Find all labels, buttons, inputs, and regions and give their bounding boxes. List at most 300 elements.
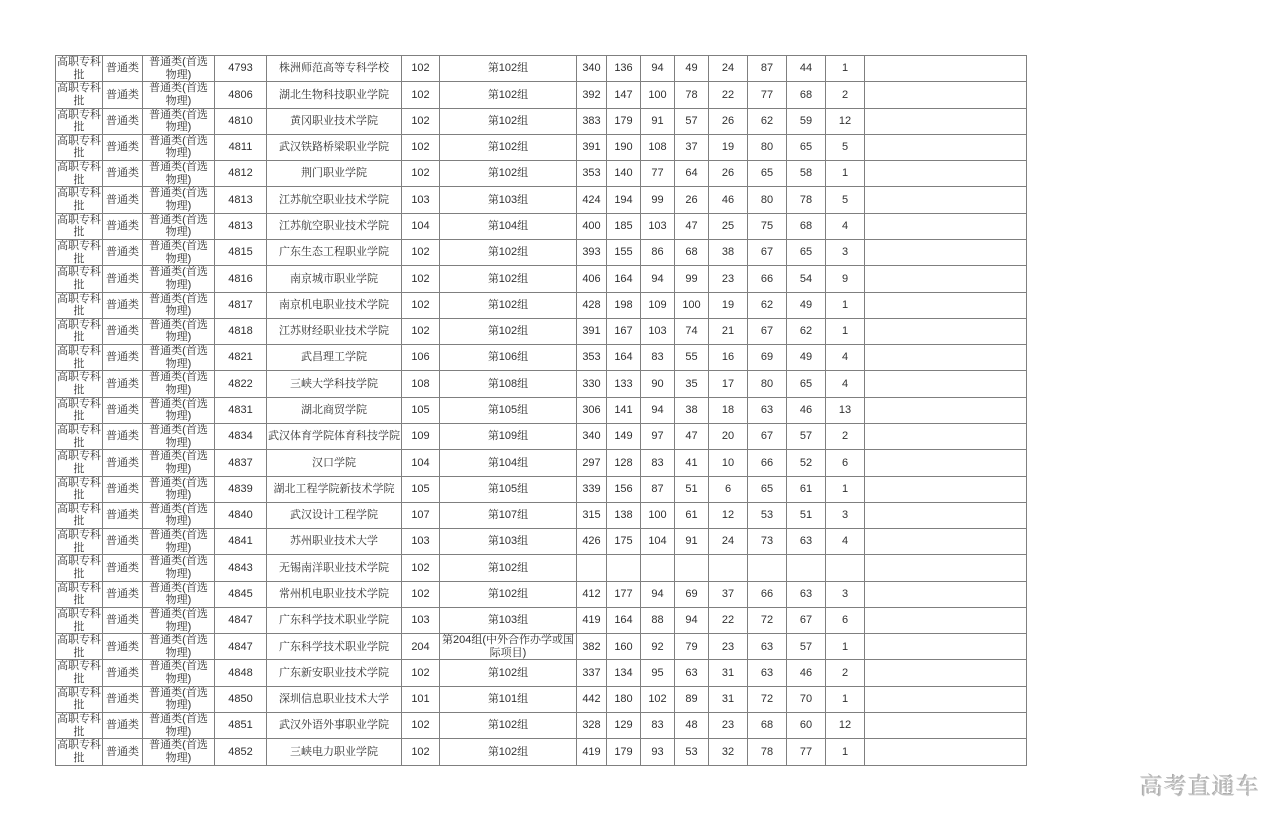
- cell-batch: 高职专科批: [57, 56, 101, 81]
- cell-value-5: 23: [709, 713, 748, 739]
- cell-value-1: 424: [577, 187, 607, 213]
- cell-value-2: 179: [607, 739, 641, 765]
- cell-value-8: 1: [826, 292, 865, 318]
- cell-blank: [865, 371, 1027, 397]
- cell-category: 普通类: [103, 318, 143, 344]
- cell-value-7: 68: [787, 82, 826, 108]
- cell-value-5: 22: [709, 82, 748, 108]
- cell-batch: 高职专科批: [57, 529, 101, 554]
- cell-batch: 高职专科批: [57, 397, 101, 423]
- cell-school: 黄冈职业技术学院: [267, 108, 402, 134]
- cell-value-2: 164: [607, 345, 641, 371]
- cell-school: 广东新安职业技术学院: [267, 660, 402, 686]
- table-row: [56, 660, 1027, 686]
- cell-batch: 高职专科批: [57, 292, 101, 318]
- cell-category: 普通类: [103, 292, 143, 318]
- cell-batch: 高职专科批: [57, 634, 101, 659]
- cell-batch: 高职专科批: [57, 713, 101, 738]
- cell-value-5: 24: [709, 529, 748, 555]
- cell-value-7: 70: [787, 686, 826, 712]
- table-row: [56, 187, 1027, 213]
- cell-value-7: 58: [787, 161, 826, 187]
- cell-value-7: 60: [787, 713, 826, 739]
- cell-value-8: 4: [826, 345, 865, 371]
- cell-value-6: 53: [748, 502, 787, 528]
- cell-code: 4813: [215, 187, 267, 213]
- cell-group-number: 102: [402, 266, 440, 292]
- cell-value-1: 391: [577, 318, 607, 344]
- cell-group-number: 102: [402, 318, 440, 344]
- cell-value-1: 330: [577, 371, 607, 397]
- cell-group-name: 第102组: [440, 56, 577, 82]
- admission-results-table: [55, 55, 1027, 766]
- cell-blank: [865, 450, 1027, 476]
- cell-value-2: 133: [607, 371, 641, 397]
- cell-blank: [865, 581, 1027, 607]
- cell-code: 4848: [215, 660, 267, 686]
- watermark-gaokao-express: 高考直通车: [1140, 773, 1260, 799]
- cell-value-4: 49: [675, 56, 709, 82]
- cell-code: 4847: [215, 607, 267, 633]
- cell-group-number: 109: [402, 423, 440, 449]
- cell-value-8: 6: [826, 450, 865, 476]
- cell-code: 4837: [215, 450, 267, 476]
- table-row: [56, 502, 1027, 528]
- cell-code: 4806: [215, 82, 267, 108]
- cell-category: 普通类: [103, 213, 143, 239]
- cell-value-2: 138: [607, 502, 641, 528]
- cell-group-name: 第104组: [440, 450, 577, 476]
- cell-value-5: [709, 555, 748, 581]
- cell-batch: 高职专科批: [57, 213, 101, 239]
- cell-value-3: 88: [641, 607, 675, 633]
- cell-group-number: 102: [402, 108, 440, 134]
- cell-value-3: 103: [641, 213, 675, 239]
- cell-school: 武汉设计工程学院: [267, 502, 402, 528]
- cell-blank: [865, 476, 1027, 502]
- cell-value-3: 99: [641, 187, 675, 213]
- cell-value-4: 63: [675, 660, 709, 686]
- cell-subcategory: 普通类(首选物理): [143, 529, 215, 555]
- cell-batch: 高职专科批: [57, 581, 101, 607]
- cell-subcategory: 普通类(首选物理): [143, 318, 215, 344]
- cell-value-7: 63: [787, 529, 826, 555]
- cell-subcategory: 普通类(首选物理): [143, 345, 215, 371]
- cell-value-3: 103: [641, 318, 675, 344]
- cell-value-3: 91: [641, 108, 675, 134]
- table-row: [56, 56, 1027, 82]
- cell-category: 普通类: [103, 161, 143, 187]
- cell-school: 湖北生物科技职业学院: [267, 82, 402, 108]
- cell-subcategory: 普通类(首选物理): [143, 213, 215, 239]
- cell-value-7: 57: [787, 423, 826, 449]
- cell-batch: 高职专科批: [57, 371, 101, 397]
- cell-blank: [865, 502, 1027, 528]
- cell-code: 4840: [215, 502, 267, 528]
- cell-batch: 高职专科批: [57, 423, 101, 449]
- cell-value-8: 2: [826, 660, 865, 686]
- cell-value-1: 442: [577, 686, 607, 712]
- cell-value-1: 353: [577, 345, 607, 371]
- cell-value-2: 128: [607, 450, 641, 476]
- cell-value-5: 19: [709, 292, 748, 318]
- cell-value-6: 66: [748, 450, 787, 476]
- cell-group-number: 103: [402, 187, 440, 213]
- cell-school: 株洲师范高等专科学校: [267, 56, 402, 82]
- cell-blank: [865, 345, 1027, 371]
- table-row: [56, 292, 1027, 318]
- cell-blank: [865, 397, 1027, 423]
- cell-code: 4815: [215, 239, 267, 265]
- cell-batch: 高职专科批: [57, 108, 101, 134]
- cell-value-5: 38: [709, 239, 748, 265]
- cell-group-number: 107: [402, 502, 440, 528]
- cell-value-8: 2: [826, 82, 865, 108]
- cell-value-1: 393: [577, 239, 607, 265]
- cell-value-3: 94: [641, 56, 675, 82]
- cell-subcategory: 普通类(首选物理): [143, 371, 215, 397]
- cell-category: 普通类: [103, 187, 143, 213]
- cell-value-4: 47: [675, 423, 709, 449]
- cell-value-1: 426: [577, 529, 607, 555]
- cell-subcategory: 普通类(首选物理): [143, 187, 215, 213]
- cell-category: 普通类: [103, 634, 143, 660]
- cell-value-3: 100: [641, 502, 675, 528]
- cell-value-4: 26: [675, 187, 709, 213]
- table-row: [56, 318, 1027, 344]
- cell-value-2: 129: [607, 713, 641, 739]
- cell-blank: [865, 318, 1027, 344]
- cell-value-8: 4: [826, 213, 865, 239]
- cell-subcategory: 普通类(首选物理): [143, 56, 215, 82]
- cell-batch: 高职专科批: [57, 161, 101, 186]
- cell-group-name: 第102组: [440, 266, 577, 292]
- cell-value-7: 65: [787, 239, 826, 265]
- cell-group-name: 第104组: [440, 213, 577, 239]
- cell-value-2: 164: [607, 607, 641, 633]
- cell-value-2: 149: [607, 423, 641, 449]
- cell-category: 普通类: [103, 581, 143, 607]
- cell-value-6: 80: [748, 187, 787, 213]
- cell-value-5: 19: [709, 134, 748, 160]
- cell-blank: [865, 134, 1027, 160]
- cell-value-5: 21: [709, 318, 748, 344]
- cell-batch: 高职专科批: [57, 134, 101, 160]
- cell-value-7: 65: [787, 371, 826, 397]
- cell-value-5: 18: [709, 397, 748, 423]
- cell-value-6: 62: [748, 108, 787, 134]
- cell-subcategory: 普通类(首选物理): [143, 108, 215, 134]
- cell-value-4: 47: [675, 213, 709, 239]
- cell-group-name: 第107组: [440, 502, 577, 528]
- cell-value-6: 78: [748, 739, 787, 765]
- cell-school: 武汉铁路桥梁职业学院: [267, 134, 402, 160]
- cell-code: 4818: [215, 318, 267, 344]
- cell-value-3: 83: [641, 345, 675, 371]
- cell-value-8: 9: [826, 266, 865, 292]
- cell-value-5: 20: [709, 423, 748, 449]
- cell-value-4: 74: [675, 318, 709, 344]
- table-row: [56, 266, 1027, 292]
- cell-value-5: 23: [709, 634, 748, 660]
- cell-value-2: 194: [607, 187, 641, 213]
- cell-value-5: 16: [709, 345, 748, 371]
- cell-group-number: 102: [402, 660, 440, 686]
- cell-blank: [865, 213, 1027, 239]
- cell-code: 4811: [215, 134, 267, 160]
- cell-code: 4817: [215, 292, 267, 318]
- cell-value-4: 100: [675, 292, 709, 318]
- cell-subcategory: 普通类(首选物理): [143, 397, 215, 423]
- cell-value-4: 35: [675, 371, 709, 397]
- cell-group-number: 108: [402, 371, 440, 397]
- cell-code: 4834: [215, 423, 267, 449]
- table-row: [56, 607, 1027, 633]
- cell-category: 普通类: [103, 371, 143, 397]
- cell-batch: 高职专科批: [57, 476, 101, 502]
- cell-group-name: 第102组: [440, 239, 577, 265]
- cell-value-4: 48: [675, 713, 709, 739]
- cell-value-1: 328: [577, 713, 607, 739]
- cell-code: 4813: [215, 213, 267, 239]
- cell-value-6: 72: [748, 686, 787, 712]
- cell-value-3: 92: [641, 634, 675, 660]
- cell-value-5: 31: [709, 686, 748, 712]
- cell-value-6: 67: [748, 423, 787, 449]
- cell-subcategory: 普通类(首选物理): [143, 581, 215, 607]
- cell-value-8: 3: [826, 239, 865, 265]
- cell-value-8: 1: [826, 634, 865, 660]
- cell-code: 4810: [215, 108, 267, 134]
- cell-category: 普通类: [103, 56, 143, 82]
- cell-group-name: 第102组: [440, 134, 577, 160]
- table-row: [56, 345, 1027, 371]
- cell-value-5: 46: [709, 187, 748, 213]
- cell-school: 三峡电力职业学院: [267, 739, 402, 765]
- cell-value-1: 406: [577, 266, 607, 292]
- cell-value-3: 94: [641, 581, 675, 607]
- cell-code: 4847: [215, 634, 267, 660]
- cell-value-3: 83: [641, 713, 675, 739]
- cell-category: 普通类: [103, 686, 143, 712]
- cell-value-8: 3: [826, 502, 865, 528]
- cell-value-7: [787, 555, 826, 581]
- cell-category: 普通类: [103, 713, 143, 739]
- cell-value-3: [641, 555, 675, 581]
- cell-code: 4821: [215, 345, 267, 371]
- cell-value-5: 26: [709, 108, 748, 134]
- cell-value-1: 400: [577, 213, 607, 239]
- cell-value-3: 77: [641, 161, 675, 187]
- cell-value-7: 62: [787, 318, 826, 344]
- cell-batch: 高职专科批: [57, 660, 101, 686]
- cell-value-4: 79: [675, 634, 709, 660]
- cell-value-7: 49: [787, 345, 826, 371]
- cell-group-name: 第102组: [440, 739, 577, 765]
- cell-category: 普通类: [103, 108, 143, 134]
- cell-blank: [865, 686, 1027, 712]
- cell-value-6: 65: [748, 476, 787, 502]
- cell-blank: [865, 713, 1027, 739]
- cell-value-7: 46: [787, 660, 826, 686]
- cell-value-5: 24: [709, 56, 748, 82]
- cell-group-name: 第102组: [440, 660, 577, 686]
- cell-value-7: 54: [787, 266, 826, 292]
- cell-school: 广东科学技术职业学院: [267, 634, 402, 660]
- cell-category: 普通类: [103, 266, 143, 292]
- table-row: [56, 555, 1027, 581]
- cell-batch: 高职专科批: [57, 739, 101, 764]
- cell-value-3: 86: [641, 239, 675, 265]
- cell-value-3: 109: [641, 292, 675, 318]
- cell-school: 广东科学技术职业学院: [267, 607, 402, 633]
- cell-group-name: 第102组: [440, 555, 577, 581]
- cell-blank: [865, 56, 1027, 82]
- cell-value-1: 315: [577, 502, 607, 528]
- cell-value-5: 12: [709, 502, 748, 528]
- cell-group-number: 102: [402, 581, 440, 607]
- cell-value-2: 141: [607, 397, 641, 423]
- cell-value-1: 339: [577, 476, 607, 502]
- cell-value-1: 353: [577, 161, 607, 187]
- cell-value-7: 67: [787, 607, 826, 633]
- cell-subcategory: 普通类(首选物理): [143, 686, 215, 712]
- cell-group-number: 204: [402, 634, 440, 660]
- cell-value-8: [826, 555, 865, 581]
- cell-value-8: 1: [826, 56, 865, 82]
- cell-value-4: 91: [675, 529, 709, 555]
- cell-category: 普通类: [103, 660, 143, 686]
- cell-value-4: 61: [675, 502, 709, 528]
- table-row: [56, 529, 1027, 555]
- cell-group-name: 第102组: [440, 161, 577, 187]
- cell-value-1: 340: [577, 423, 607, 449]
- cell-value-6: 77: [748, 82, 787, 108]
- cell-group-name: 第106组: [440, 345, 577, 371]
- cell-value-8: 12: [826, 713, 865, 739]
- cell-batch: 高职专科批: [57, 502, 101, 528]
- cell-value-3: 83: [641, 450, 675, 476]
- cell-value-6: [748, 555, 787, 581]
- cell-value-2: 167: [607, 318, 641, 344]
- cell-value-1: 419: [577, 739, 607, 765]
- cell-value-3: 100: [641, 82, 675, 108]
- cell-value-7: 51: [787, 502, 826, 528]
- cell-category: 普通类: [103, 450, 143, 476]
- table-row: [56, 134, 1027, 160]
- cell-value-4: [675, 555, 709, 581]
- cell-value-2: 185: [607, 213, 641, 239]
- cell-group-name: 第102组: [440, 108, 577, 134]
- cell-value-6: 68: [748, 713, 787, 739]
- cell-subcategory: 普通类(首选物理): [143, 239, 215, 265]
- cell-value-1: 340: [577, 56, 607, 82]
- cell-code: 4852: [215, 739, 267, 765]
- cell-value-3: 97: [641, 423, 675, 449]
- cell-subcategory: 普通类(首选物理): [143, 607, 215, 633]
- cell-value-2: 175: [607, 529, 641, 555]
- cell-value-8: 4: [826, 529, 865, 555]
- cell-group-name: 第103组: [440, 607, 577, 633]
- cell-school: 湖北工程学院新技术学院: [267, 476, 402, 502]
- cell-value-1: 412: [577, 581, 607, 607]
- cell-subcategory: 普通类(首选物理): [143, 161, 215, 187]
- cell-category: 普通类: [103, 397, 143, 423]
- cell-value-6: 62: [748, 292, 787, 318]
- cell-blank: [865, 607, 1027, 633]
- cell-category: 普通类: [103, 607, 143, 633]
- cell-value-7: 49: [787, 292, 826, 318]
- cell-value-8: 5: [826, 134, 865, 160]
- table-row: [56, 581, 1027, 607]
- table-row: [56, 634, 1027, 660]
- cell-value-2: 164: [607, 266, 641, 292]
- cell-school: 苏州职业技术大学: [267, 529, 402, 555]
- cell-value-8: 4: [826, 371, 865, 397]
- cell-value-7: 57: [787, 634, 826, 660]
- cell-school: 武昌理工学院: [267, 345, 402, 371]
- cell-value-2: 140: [607, 161, 641, 187]
- cell-subcategory: 普通类(首选物理): [143, 82, 215, 108]
- cell-group-name: 第102组: [440, 82, 577, 108]
- cell-value-2: 155: [607, 239, 641, 265]
- cell-value-8: 1: [826, 318, 865, 344]
- cell-value-7: 68: [787, 213, 826, 239]
- cell-code: 4839: [215, 476, 267, 502]
- cell-group-number: 102: [402, 134, 440, 160]
- cell-value-2: 180: [607, 686, 641, 712]
- cell-subcategory: 普通类(首选物理): [143, 476, 215, 502]
- cell-value-8: 1: [826, 161, 865, 187]
- cell-code: 4845: [215, 581, 267, 607]
- cell-school: 江苏航空职业技术学院: [267, 213, 402, 239]
- cell-value-2: 179: [607, 108, 641, 134]
- cell-value-1: 306: [577, 397, 607, 423]
- cell-value-3: 93: [641, 739, 675, 765]
- table-row: [56, 82, 1027, 108]
- results-table-body: [56, 56, 1027, 766]
- cell-group-number: 105: [402, 397, 440, 423]
- cell-category: 普通类: [103, 502, 143, 528]
- cell-value-6: 73: [748, 529, 787, 555]
- cell-group-number: 102: [402, 239, 440, 265]
- cell-category: 普通类: [103, 739, 143, 765]
- cell-value-5: 6: [709, 476, 748, 502]
- cell-value-4: 69: [675, 581, 709, 607]
- cell-value-8: 3: [826, 581, 865, 607]
- cell-value-4: 94: [675, 607, 709, 633]
- cell-group-name: 第102组: [440, 581, 577, 607]
- cell-group-number: 103: [402, 529, 440, 555]
- cell-value-7: 63: [787, 581, 826, 607]
- cell-value-4: 57: [675, 108, 709, 134]
- cell-value-7: 77: [787, 739, 826, 765]
- cell-value-7: 52: [787, 450, 826, 476]
- cell-subcategory: 普通类(首选物理): [143, 292, 215, 318]
- cell-value-5: 37: [709, 581, 748, 607]
- cell-value-5: 10: [709, 450, 748, 476]
- cell-code: 4831: [215, 397, 267, 423]
- cell-subcategory: 普通类(首选物理): [143, 423, 215, 449]
- cell-batch: 高职专科批: [57, 686, 101, 712]
- cell-value-4: 89: [675, 686, 709, 712]
- cell-value-3: 94: [641, 266, 675, 292]
- cell-blank: [865, 108, 1027, 134]
- cell-school: 常州机电职业技术学院: [267, 581, 402, 607]
- cell-group-name: 第108组: [440, 371, 577, 397]
- table-row: [56, 476, 1027, 502]
- cell-school: 无锡南洋职业技术学院: [267, 555, 402, 581]
